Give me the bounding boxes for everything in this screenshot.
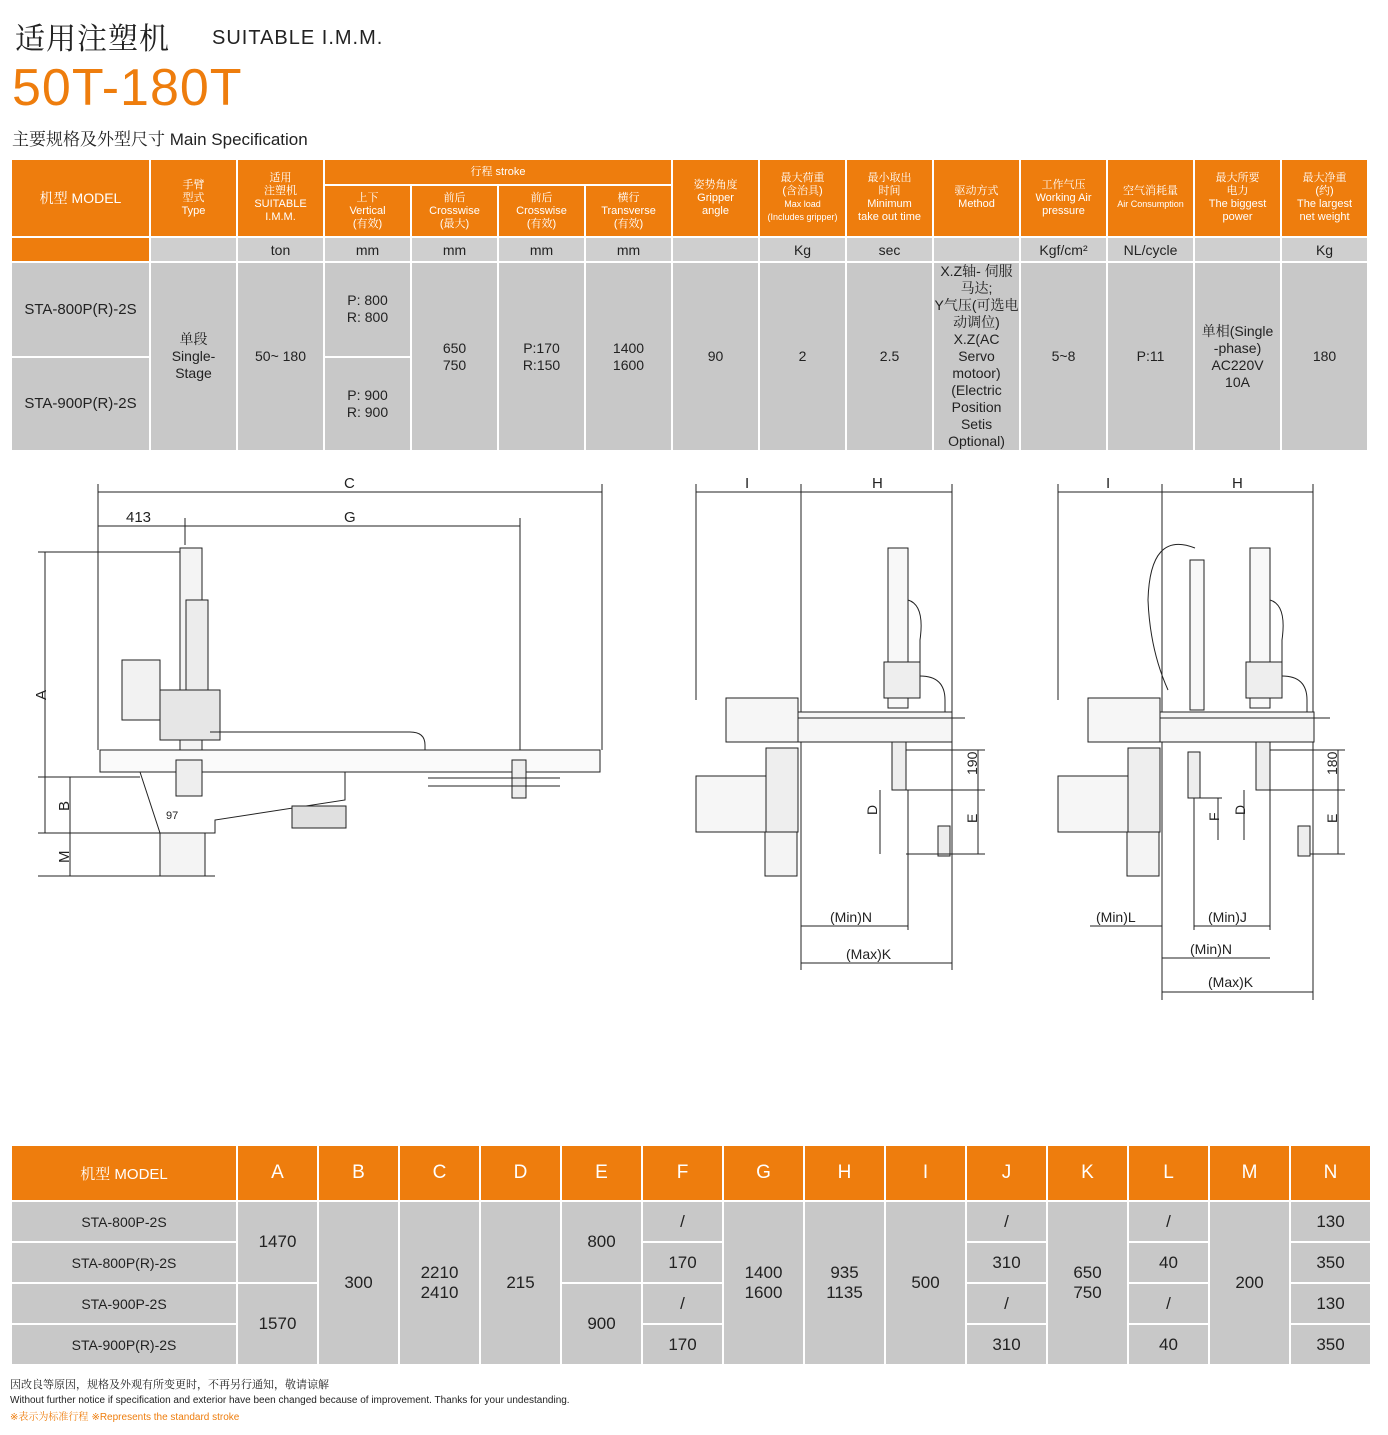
label-min-l: (Min)L xyxy=(1096,909,1136,925)
unit-vertical: mm xyxy=(324,237,411,262)
dim-header-model: 机型 MODEL xyxy=(11,1145,237,1201)
spec-power: 单相(Single -phase) AC220V 10A xyxy=(1194,262,1281,451)
spec-maxload: 2 xyxy=(759,262,846,451)
dim-header: M xyxy=(1209,1145,1290,1201)
note-en: Without further notice if specification and exterior have been changed because of improvement. Thanks for your undestanding. xyxy=(10,1395,570,1406)
unit-blank xyxy=(672,237,759,262)
spec-model: STA-900P(R)-2S xyxy=(11,357,150,452)
label-180: 180 xyxy=(1324,751,1340,775)
dim-n: 350 xyxy=(1290,1242,1371,1283)
label-190: 190 xyxy=(964,751,980,775)
note-cn: 因改良等原因，规格及外观有所变更时，不再另行通知，敬请谅解 xyxy=(10,1379,329,1391)
dim-n: 130 xyxy=(1290,1283,1371,1324)
spec-header-model: 机型 MODEL xyxy=(11,159,150,237)
dim-model: STA-800P(R)-2S xyxy=(11,1242,237,1283)
spec-header-vertical: 上下 Vertical (有效) xyxy=(324,185,411,237)
dim-header: I xyxy=(885,1145,966,1201)
label-c: C xyxy=(344,475,355,492)
dim-header: B xyxy=(318,1145,399,1201)
spec-model: STA-800P(R)-2S xyxy=(11,262,150,357)
dim-l: 40 xyxy=(1128,1324,1209,1365)
spec-aircons: P:11 xyxy=(1107,262,1194,451)
dim-header: H xyxy=(804,1145,885,1201)
dim-header: F xyxy=(642,1145,723,1201)
dim-j: 310 xyxy=(966,1324,1047,1365)
dim-f: 170 xyxy=(642,1242,723,1283)
dim-header: K xyxy=(1047,1145,1128,1201)
dim-m: 200 xyxy=(1209,1201,1290,1365)
unit-aircons: NL/cycle xyxy=(1107,237,1194,262)
spec-header-crosswise-max: 前后 Crosswise (最大) xyxy=(411,185,498,237)
spec-header-crosswise-eff: 前后 Crosswise (有效) xyxy=(498,185,585,237)
label-min-n: (Min)N xyxy=(1190,941,1232,957)
label-max-k: (Max)K xyxy=(846,946,892,962)
footnotes xyxy=(10,1377,570,1426)
dim-f: 170 xyxy=(642,1324,723,1365)
dim-e: 900 xyxy=(561,1283,642,1365)
unit-crosswise-max: mm xyxy=(411,237,498,262)
unit-maxload: Kg xyxy=(759,237,846,262)
spec-type: 单段 Single- Stage xyxy=(150,262,237,451)
dim-c: 2210 2410 xyxy=(399,1201,480,1365)
spec-crosswise-max: 650 750 xyxy=(411,262,498,451)
label-b: B xyxy=(56,800,73,811)
dim-j: 310 xyxy=(966,1242,1047,1283)
spec-method: X.Z轴- 伺服马达; Y气压(可选电动调位) X.Z(AC Servo motoor) (Electric Position Setis Optional) xyxy=(934,263,1019,449)
label-97: 97 xyxy=(166,810,179,822)
label-d: D xyxy=(864,804,880,815)
unit-blank xyxy=(11,237,150,262)
dim-d: 215 xyxy=(480,1201,561,1365)
spec-header-stroke: 行程 stroke xyxy=(324,159,672,185)
spec-header-air: 工作气压 Working Air pressure xyxy=(1020,159,1107,237)
dim-model: STA-900P-2S xyxy=(11,1283,237,1324)
unit-air: Kgf/cm² xyxy=(1020,237,1107,262)
label-d: D xyxy=(1232,804,1248,815)
spec-air: 5~8 xyxy=(1020,262,1107,451)
dim-header: D xyxy=(480,1145,561,1201)
label-min-n: (Min)N xyxy=(830,909,872,925)
spec-suitable: 50~ 180 xyxy=(237,262,324,451)
dim-j: / xyxy=(966,1283,1047,1324)
dim-a: 1470 xyxy=(237,1201,318,1283)
spec-header-power: 最大所要 电力 The biggest power xyxy=(1194,159,1281,237)
label-i: I xyxy=(1106,475,1111,492)
label-g: G xyxy=(344,509,356,526)
spec-table xyxy=(10,158,1369,452)
spec-vertical: P: 800 R: 800 xyxy=(324,262,411,357)
spec-vertical: P: 900 R: 900 xyxy=(324,357,411,452)
unit-blank xyxy=(933,237,1020,262)
dim-header: A xyxy=(237,1145,318,1201)
spec-header-maxload: 最大荷重 (含治具) Max load (Includes gripper) xyxy=(759,159,846,237)
label-f: F xyxy=(1206,812,1222,821)
dim-l: / xyxy=(1128,1283,1209,1324)
dim-g: 1400 1600 xyxy=(723,1201,804,1365)
spec-header-method: 驱动方式 Method xyxy=(933,159,1020,237)
dim-model: STA-800P-2S xyxy=(11,1201,237,1242)
dim-header: C xyxy=(399,1145,480,1201)
spec-subtitle: 主要规格及外型尺寸 Main Specification xyxy=(12,130,308,149)
unit-crosswise-eff: mm xyxy=(498,237,585,262)
dim-header: L xyxy=(1128,1145,1209,1201)
unit-suitable: ton xyxy=(237,237,324,262)
dim-header: E xyxy=(561,1145,642,1201)
dim-model: STA-900P(R)-2S xyxy=(11,1324,237,1365)
spec-header-transverse: 横行 Transverse (有效) xyxy=(585,185,672,237)
spec-weight: 180 xyxy=(1281,262,1368,451)
label-h: H xyxy=(1232,475,1243,492)
label-413: 413 xyxy=(126,509,152,526)
dim-header: N xyxy=(1290,1145,1371,1201)
unit-mintime: sec xyxy=(846,237,933,262)
note-standard-cn: ※表示为标准行程 xyxy=(10,1412,89,1423)
dim-f: / xyxy=(642,1201,723,1242)
dim-k: 650 750 xyxy=(1047,1201,1128,1365)
dim-a: 1570 xyxy=(237,1283,318,1365)
unit-blank xyxy=(150,237,237,262)
dim-n: 350 xyxy=(1290,1324,1371,1365)
spec-header-suitable: 适用 注塑机 SUITABLE I.M.M. xyxy=(237,159,324,237)
label-m: M xyxy=(56,850,73,863)
label-a: A xyxy=(33,689,50,700)
dim-e: 800 xyxy=(561,1201,642,1283)
label-e: E xyxy=(964,813,980,823)
label-e: E xyxy=(1324,813,1340,823)
label-max-k: (Max)K xyxy=(1208,974,1254,990)
spec-header-mintime: 最小取出 时间 Minimum take out time xyxy=(846,159,933,237)
dim-header: J xyxy=(966,1145,1047,1201)
spec-header-gripper: 姿势角度 Gripper angle xyxy=(672,159,759,237)
dim-h: 935 1135 xyxy=(804,1201,885,1365)
dimension-drawing xyxy=(0,440,1388,1020)
tonnage-range: 50T-180T xyxy=(12,59,243,117)
spec-gripper: 90 xyxy=(672,262,759,451)
spec-header-aircons: 空气消耗量 Air Consumption xyxy=(1107,159,1194,237)
dim-b: 300 xyxy=(318,1201,399,1365)
note-standard-en: ※Represents the standard stroke xyxy=(91,1412,240,1423)
title-en: SUITABLE I.M.M. xyxy=(212,27,384,49)
dim-header: G xyxy=(723,1145,804,1201)
dimension-table xyxy=(10,1144,1372,1366)
label-i: I xyxy=(745,475,750,492)
label-min-j: (Min)J xyxy=(1208,909,1247,925)
unit-blank xyxy=(1194,237,1281,262)
spec-crosswise-eff: P:170 R:150 xyxy=(498,262,585,451)
spec-header-weight: 最大净重 (约) The largest net weight xyxy=(1281,159,1368,237)
unit-transverse: mm xyxy=(585,237,672,262)
unit-weight: Kg xyxy=(1281,237,1368,262)
dim-n: 130 xyxy=(1290,1201,1371,1242)
dim-l: 40 xyxy=(1128,1242,1209,1283)
spec-header-type: 手臂 型式 Type xyxy=(150,159,237,237)
dim-i: 500 xyxy=(885,1201,966,1365)
spec-transverse: 1400 1600 xyxy=(585,262,672,451)
dim-l: / xyxy=(1128,1201,1209,1242)
dim-f: / xyxy=(642,1283,723,1324)
dim-j: / xyxy=(966,1201,1047,1242)
label-h: H xyxy=(872,475,883,492)
spec-mintime: 2.5 xyxy=(846,262,933,451)
title-cn: 适用注塑机 xyxy=(15,23,170,56)
